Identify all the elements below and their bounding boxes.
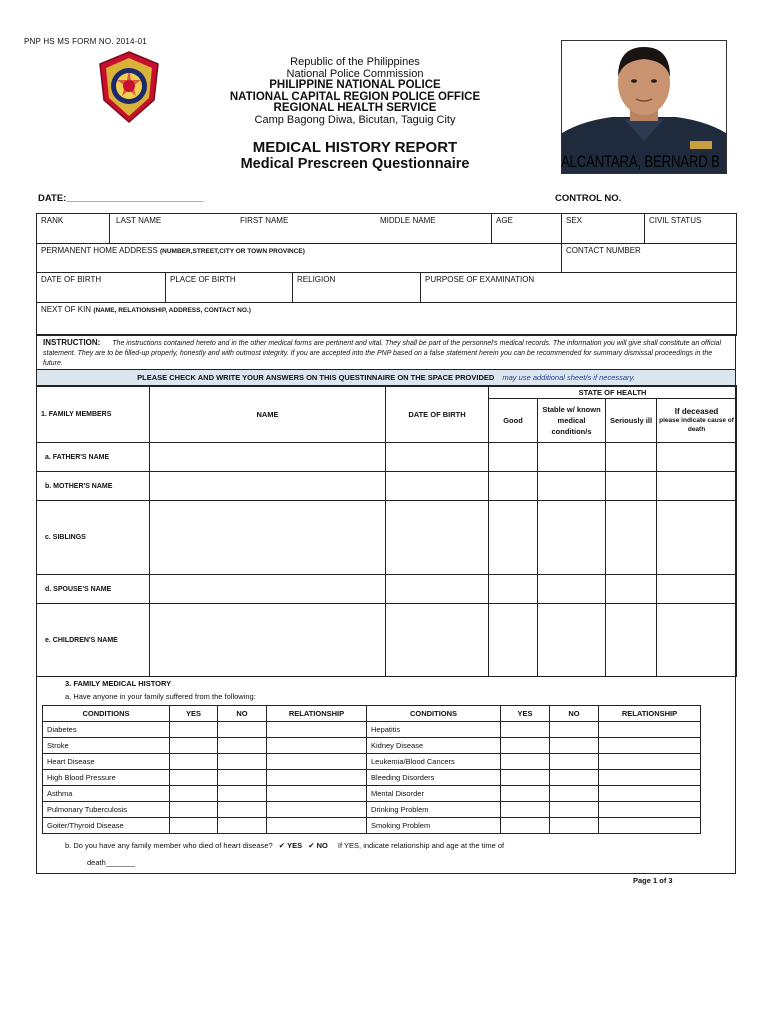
spouse-label: d. SPOUSE'S NAME	[37, 575, 150, 604]
serious-cell[interactable]	[606, 501, 657, 575]
deceased-cell[interactable]	[657, 472, 737, 501]
condition-label: Goiter/Thyroid Disease	[43, 818, 170, 834]
birth-row	[37, 273, 737, 303]
if-yes-instruction: If YES, indicate relationship and age at the time of	[337, 841, 505, 850]
good-cell[interactable]	[489, 472, 538, 501]
relationship-cell[interactable]	[599, 770, 701, 786]
date-field[interactable]: DATE:__________________________	[38, 193, 204, 204]
table-row	[43, 754, 701, 770]
col-stable: Stable w/ known medical condition/s	[538, 399, 606, 443]
questionnaire-box	[36, 334, 736, 874]
date-of-birth-field[interactable]: DATE OF BIRTH	[37, 273, 166, 302]
control-number-field[interactable]: CONTROL NO.	[555, 193, 622, 204]
col-date-of-birth: DATE OF BIRTH	[386, 386, 489, 443]
condition-label: Smoking Problem	[367, 818, 501, 834]
check-banner-text: PLEASE CHECK AND WRITE YOUR ANSWERS ON THIS QUESTINNAIRE ON THE SPACE PROVIDED	[137, 373, 495, 382]
yes-checkbox[interactable]: ✔ YES	[278, 841, 303, 850]
pnp-seal-logo	[96, 50, 162, 124]
deceased-cell[interactable]	[657, 443, 737, 472]
deceased-cell[interactable]	[657, 501, 737, 575]
fmh-header-conditions-2: CONDITIONS	[367, 706, 501, 722]
serious-cell[interactable]	[606, 575, 657, 604]
family-medical-history-table	[42, 705, 701, 834]
fmh-question-b: b. Do you have any family member who died of heart disease?	[65, 841, 273, 850]
fmh-header-no-2: NO	[550, 706, 599, 722]
yes-cell[interactable]	[170, 754, 218, 770]
family-row-children[interactable]	[37, 604, 737, 677]
no-cell[interactable]	[550, 754, 599, 770]
no-cell[interactable]	[218, 722, 267, 738]
next-of-kin-field[interactable]	[37, 303, 737, 336]
no-option-label: NO	[316, 841, 328, 850]
col-name: NAME	[150, 386, 386, 443]
fmh-header-relationship: RELATIONSHIP	[267, 706, 367, 722]
col-family-members: 1. FAMILY MEMBERS	[37, 386, 150, 443]
family-row-mother[interactable]	[37, 472, 737, 501]
father-label: a. FATHER'S NAME	[37, 443, 150, 472]
siblings-label: c. SIBLINGS	[37, 501, 150, 575]
family-members-table	[36, 385, 737, 677]
serious-cell[interactable]	[606, 604, 657, 677]
page-number: Page 1 of 3	[633, 876, 673, 885]
dob-cell[interactable]	[386, 501, 489, 575]
fmh-header-no: NO	[218, 706, 267, 722]
form-number: PNP HS MS FORM NO. 2014-01	[24, 37, 147, 46]
table-row	[43, 770, 701, 786]
purpose-field[interactable]: PURPOSE OF EXAMINATION	[425, 275, 535, 284]
header-line-5: REGIONAL HEALTH SERVICE	[273, 102, 437, 114]
stable-cell[interactable]	[538, 472, 606, 501]
col-seriously-ill: Seriously ill	[606, 399, 657, 443]
contact-number-field[interactable]: CONTACT NUMBER	[562, 244, 737, 273]
fmh-header-relationship-2: RELATIONSHIP	[599, 706, 701, 722]
place-of-birth-field[interactable]: PLACE OF BIRTH	[166, 273, 293, 302]
fmh-header-conditions: CONDITIONS	[43, 706, 170, 722]
personal-info-table	[36, 213, 736, 336]
col-good: Good	[489, 399, 538, 443]
name-cell[interactable]	[150, 472, 386, 501]
report-subtitle: Medical Prescreen Questionnaire	[240, 156, 470, 172]
instruction-block	[37, 335, 735, 371]
stable-cell[interactable]	[538, 443, 606, 472]
no-cell[interactable]	[218, 738, 267, 754]
relationship-cell[interactable]	[267, 722, 367, 738]
relationship-cell[interactable]	[599, 754, 701, 770]
dob-cell[interactable]	[386, 604, 489, 677]
name-cell[interactable]	[150, 575, 386, 604]
photo-name-caption: ALCANTARA, BERNARD B	[561, 152, 720, 171]
stable-cell[interactable]	[538, 501, 606, 575]
relationship-cell[interactable]	[267, 802, 367, 818]
check-banner-note: may use additional sheet/s if necessary.	[502, 373, 635, 382]
yes-cell[interactable]	[170, 770, 218, 786]
address-label: PERMANENT HOME ADDRESS	[41, 246, 158, 255]
yes-cell[interactable]	[170, 738, 218, 754]
good-cell[interactable]	[489, 575, 538, 604]
death-field[interactable]: death_______	[87, 858, 135, 867]
col-state-of-health: STATE OF HEALTH	[489, 386, 737, 399]
deceased-cell[interactable]	[657, 575, 737, 604]
yes-cell[interactable]	[501, 802, 550, 818]
header-line-4: NATIONAL CAPITAL REGION POLICE OFFICE	[229, 90, 481, 103]
religion-field[interactable]: RELIGION	[293, 273, 421, 302]
middle-name-label: MIDDLE NAME	[380, 216, 436, 225]
rank-field[interactable]: RANK	[37, 214, 110, 244]
kin-note: (NAME, RELATIONSHIP, ADDRESS, CONTACT NO.)	[93, 307, 251, 314]
condition-label: Asthma	[43, 786, 170, 802]
yes-cell[interactable]	[501, 770, 550, 786]
children-label: e. CHILDREN'S NAME	[37, 604, 150, 677]
table-row	[43, 818, 701, 834]
table-row	[43, 786, 701, 802]
no-cell[interactable]	[218, 754, 267, 770]
relationship-cell[interactable]	[267, 818, 367, 834]
dob-cell[interactable]	[386, 575, 489, 604]
dob-cell[interactable]	[386, 443, 489, 472]
condition-label: Bleeding Disorders	[367, 770, 501, 786]
fmh-question-a: a. Have anyone in your family suffered from the following:	[65, 692, 256, 701]
kin-label: NEXT OF KIN	[41, 305, 92, 314]
yes-cell[interactable]	[501, 786, 550, 802]
stable-cell[interactable]	[538, 604, 606, 677]
condition-label: High Blood Pressure	[43, 770, 170, 786]
header-line-1: Republic of the Philippines	[290, 56, 420, 68]
if-deceased-label: If deceased	[674, 407, 719, 416]
no-cell[interactable]	[550, 770, 599, 786]
yes-cell[interactable]	[170, 722, 218, 738]
yes-cell[interactable]	[501, 722, 550, 738]
header-line-2: National Police Commission	[286, 67, 424, 80]
good-cell[interactable]	[489, 501, 538, 575]
condition-label: Heart Disease	[43, 754, 170, 770]
civil-status-field[interactable]: CIVIL STATUS	[645, 214, 737, 244]
family-row-siblings[interactable]	[37, 501, 737, 575]
condition-label: Diabetes	[43, 722, 170, 738]
yes-cell[interactable]	[501, 818, 550, 834]
table-row	[43, 738, 701, 754]
header-line-6: Camp Bagong Diwa, Bicutan, Taguig City	[254, 113, 456, 126]
family-row-spouse[interactable]	[37, 575, 737, 604]
good-cell[interactable]	[489, 443, 538, 472]
table-row	[43, 722, 701, 738]
yes-cell[interactable]	[170, 802, 218, 818]
report-title: MEDICAL HISTORY REPORT	[252, 139, 458, 156]
condition-label: Mental Disorder	[367, 786, 501, 802]
name-fields[interactable]	[110, 214, 492, 244]
condition-label: Hepatitis	[367, 722, 501, 738]
serious-cell[interactable]	[606, 472, 657, 501]
address-field[interactable]	[37, 244, 562, 273]
age-field[interactable]: AGE	[492, 214, 562, 244]
yes-cell[interactable]	[501, 754, 550, 770]
table-row	[43, 802, 701, 818]
agency-header	[200, 57, 510, 126]
first-name-label: FIRST NAME	[240, 216, 289, 225]
name-cell[interactable]	[150, 604, 386, 677]
condition-label: Leukemia/Blood Cancers	[367, 754, 501, 770]
fmh-header-yes-2: YES	[501, 706, 550, 722]
relationship-cell[interactable]	[599, 738, 701, 754]
header-line-3: PHILIPPINE NATIONAL POLICE	[269, 79, 441, 91]
if-deceased-note: please indicate cause of death	[659, 417, 734, 433]
relationship-cell[interactable]	[267, 786, 367, 802]
fmh-question-b-line	[65, 841, 504, 850]
sex-field[interactable]: SEX	[562, 214, 645, 244]
relationship-cell[interactable]	[599, 786, 701, 802]
no-cell[interactable]	[550, 818, 599, 834]
mother-label: b. MOTHER'S NAME	[37, 472, 150, 501]
no-cell[interactable]	[550, 738, 599, 754]
instruction-text: The instructions contained hereto and in the other medical forms are pertinent and vital. They shall be part of the personnel's medical records. The information you will give shall constitute an official statement. They are to be filled-up properly, honestly and with outmost integrity. If you are accepted into the PNP based on a false statement herein you can be recommended for summary dismissal proceedings in the future.	[43, 340, 721, 367]
relationship-cell[interactable]	[599, 818, 701, 834]
relationship-cell[interactable]	[599, 802, 701, 818]
fmh-heading: 3. FAMILY MEDICAL HISTORY	[65, 679, 172, 688]
yes-cell[interactable]	[501, 738, 550, 754]
relationship-cell[interactable]	[267, 738, 367, 754]
fmh-header-yes: YES	[170, 706, 218, 722]
yes-cell[interactable]	[170, 786, 218, 802]
dob-cell[interactable]	[386, 472, 489, 501]
no-cell[interactable]	[550, 802, 599, 818]
no-cell[interactable]	[218, 818, 267, 834]
deceased-cell[interactable]	[657, 604, 737, 677]
no-cell[interactable]	[218, 786, 267, 802]
no-cell[interactable]	[550, 786, 599, 802]
relationship-cell[interactable]	[267, 770, 367, 786]
condition-label: Kidney Disease	[367, 738, 501, 754]
condition-label: Pulmonary Tuberculosis	[43, 802, 170, 818]
relationship-cell[interactable]	[599, 722, 701, 738]
instruction-label: INSTRUCTION:	[43, 338, 101, 347]
stable-cell[interactable]	[538, 575, 606, 604]
no-cell[interactable]	[550, 722, 599, 738]
no-cell[interactable]	[218, 770, 267, 786]
yes-option-label: YES	[287, 841, 303, 850]
last-name-label: LAST NAME	[116, 216, 162, 225]
name-cell[interactable]	[150, 501, 386, 575]
serious-cell[interactable]	[606, 443, 657, 472]
no-checkbox[interactable]: ✔ NO	[308, 841, 328, 850]
condition-label: Drinking Problem	[367, 802, 501, 818]
col-if-deceased	[657, 399, 737, 443]
relationship-cell[interactable]	[267, 754, 367, 770]
no-cell[interactable]	[218, 802, 267, 818]
family-row-father[interactable]	[37, 443, 737, 472]
condition-label: Stroke	[43, 738, 170, 754]
address-note: (NUMBER,STREET,CITY OR TOWN PROVINCE)	[160, 248, 305, 255]
good-cell[interactable]	[489, 604, 538, 677]
name-cell[interactable]	[150, 443, 386, 472]
yes-cell[interactable]	[170, 818, 218, 834]
